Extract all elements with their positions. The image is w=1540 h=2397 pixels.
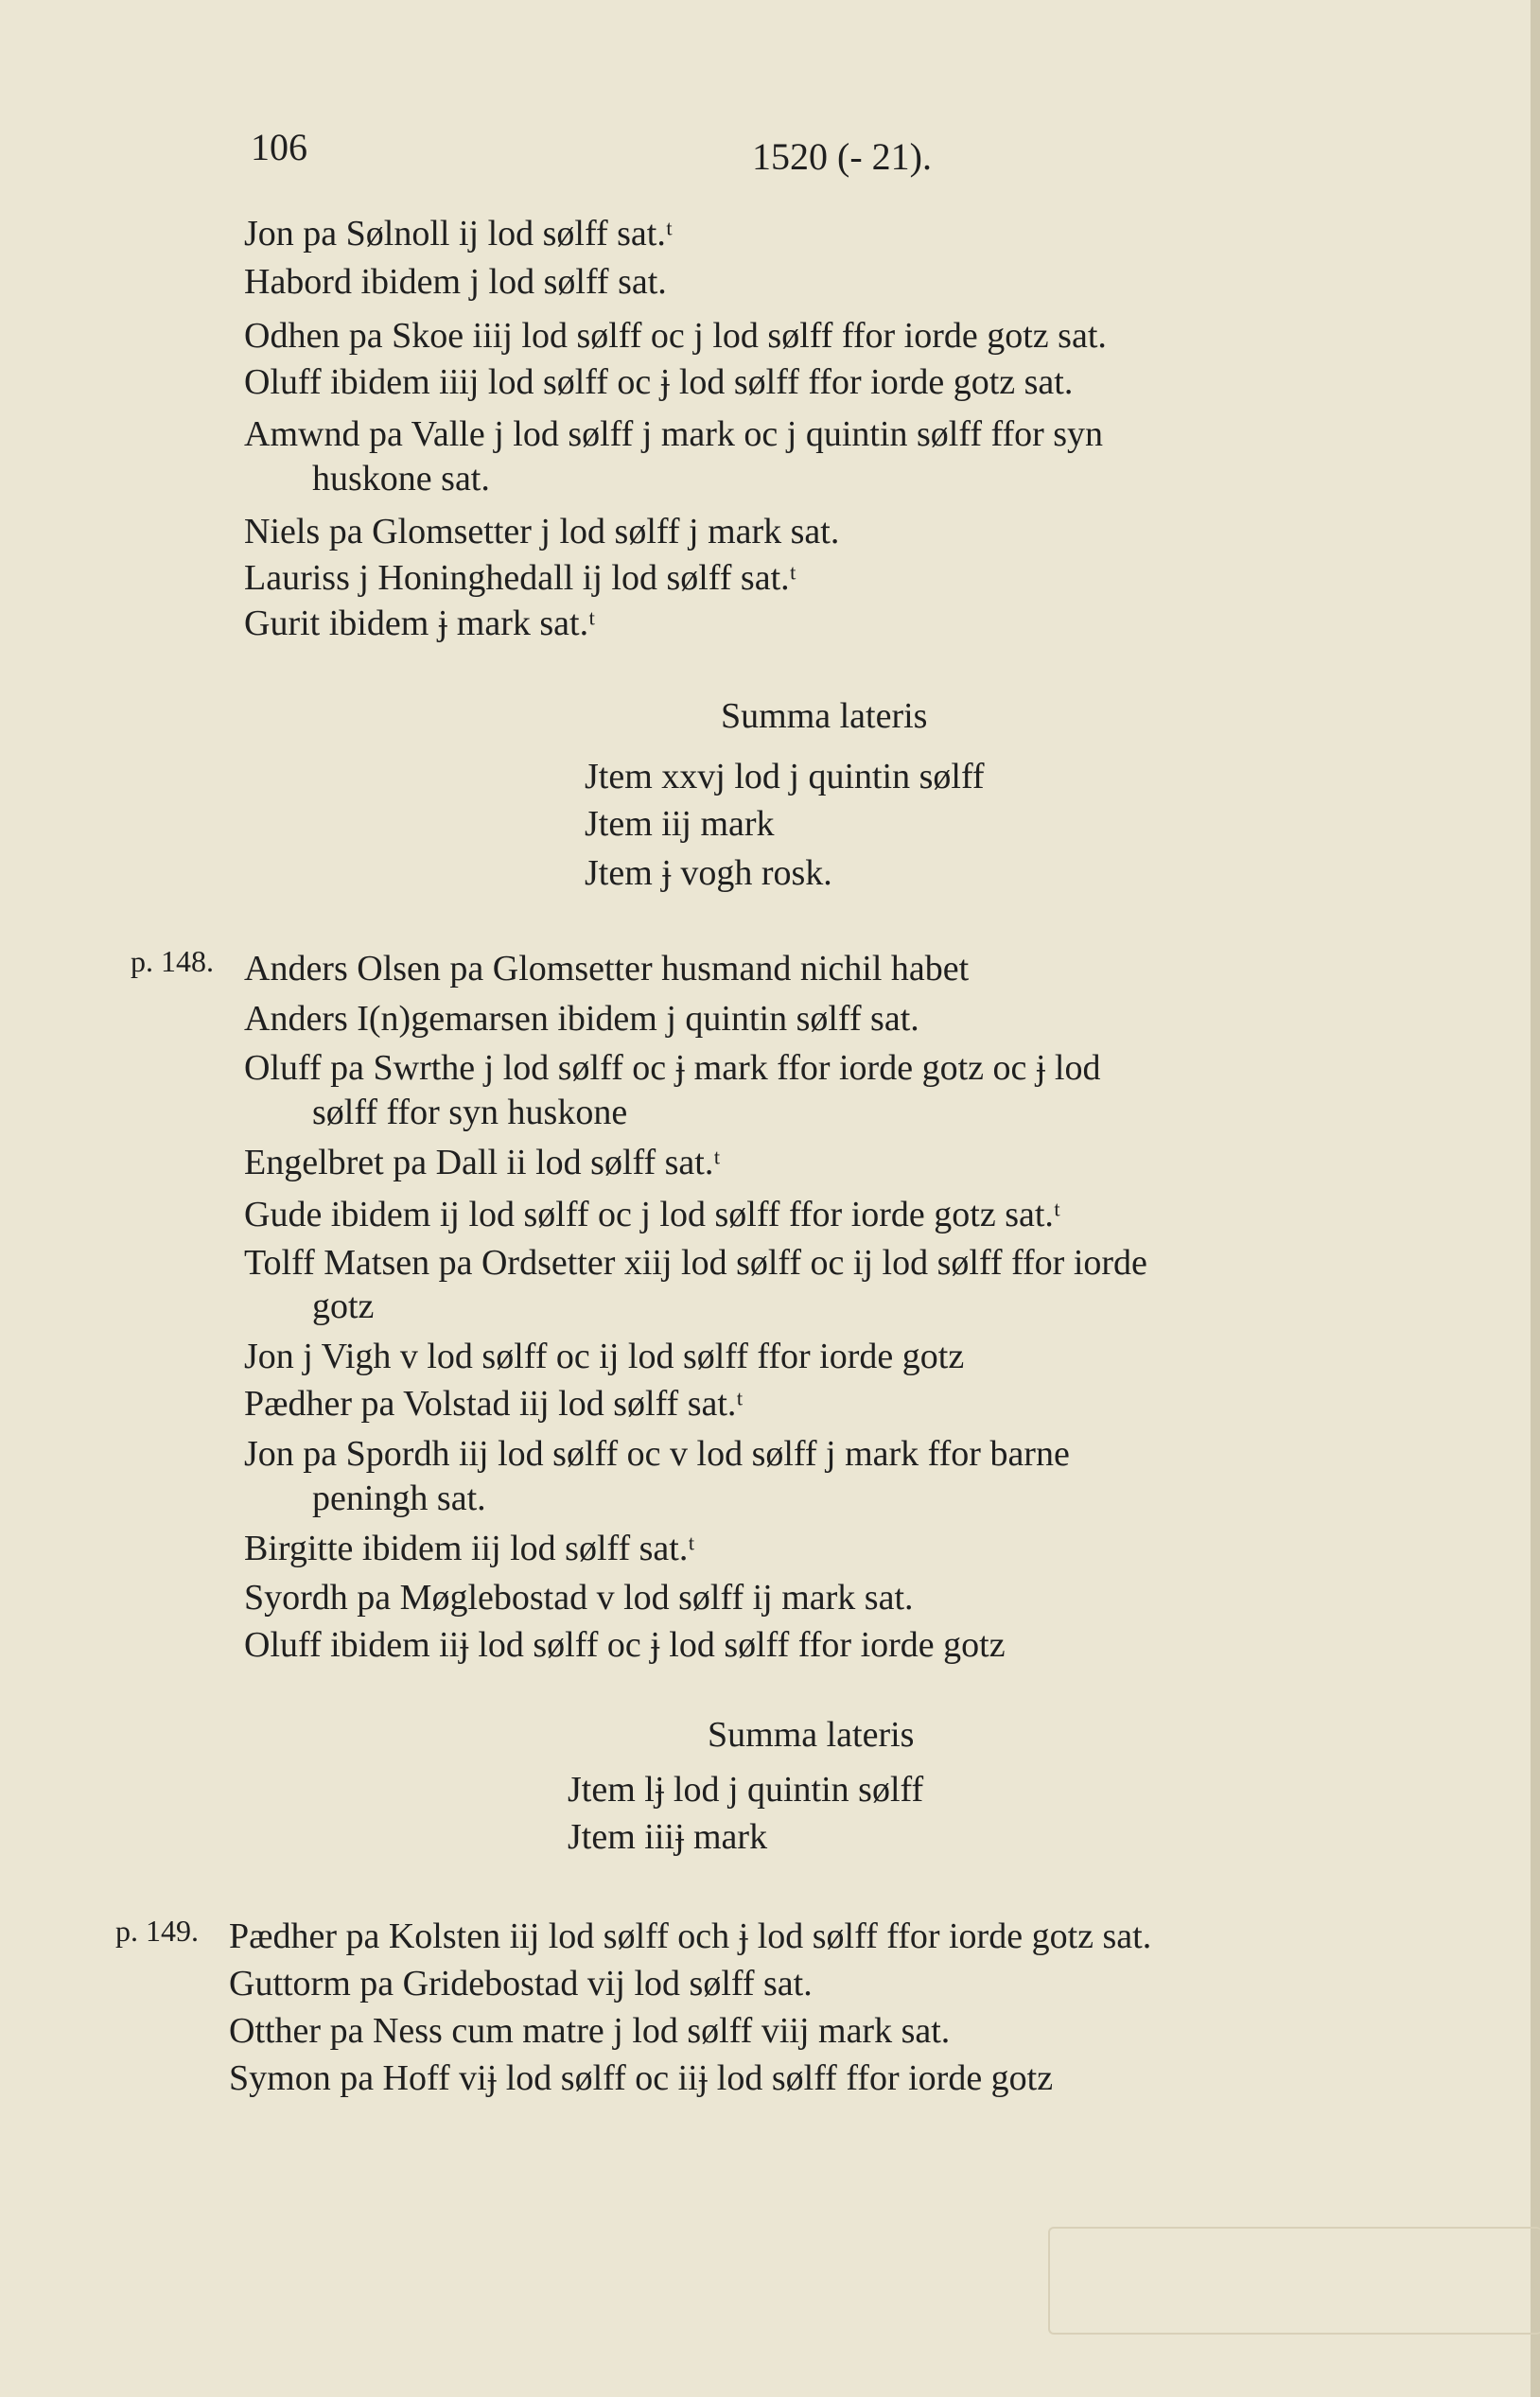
- entry-line: Otther pa Ness cum matre j lod sølff viij mark sat.: [229, 2011, 951, 2051]
- entry-continuation: sølff ffor syn huskone: [312, 1093, 628, 1132]
- entry-line: Oluff ibidem iiɉ lod sølff oc ɉ lod sølff ffor iorde gotz: [244, 1625, 1006, 1665]
- running-head: 1520 (- 21).: [752, 135, 932, 178]
- entry-continuation: huskone sat.: [312, 459, 490, 499]
- summa-item: Jtem xxvj lod j quintin sølff: [585, 757, 985, 796]
- entry-line: Jon pa Sølnoll ij lod sølff sat.ᵗ: [244, 214, 674, 254]
- summa-heading: Summa lateris: [721, 696, 928, 736]
- entry-line: Jon pa Spordh iij lod sølff oc v lod sølff j mark ffor barne: [244, 1434, 1070, 1474]
- entry-line: Oluff pa Swrthe j lod sølff oc ɉ mark ffor iorde gotz oc ɉ lod: [244, 1048, 1101, 1088]
- entry-continuation: peningh sat.: [312, 1478, 486, 1518]
- entry-line: Symon pa Hoff viɉ lod sølff oc iiɉ lod sølff ffor iorde gotz: [229, 2058, 1054, 2098]
- entry-line: Gurit ibidem ɉ mark sat.ᵗ: [244, 604, 596, 643]
- entry-line: Oluff ibidem iiij lod sølff oc ɉ lod sølff ffor iorde gotz sat.: [244, 362, 1074, 402]
- page-edge: [1531, 0, 1540, 2397]
- summa-item: Jtem ɉ vogh rosk.: [585, 853, 832, 893]
- entry-line: Syordh pa Møglebostad v lod sølff ij mark sat.: [244, 1578, 914, 1618]
- entry-line: Odhen pa Skoe iiij lod sølff oc j lod sølff ffor iorde gotz sat.: [244, 316, 1107, 356]
- margin-page-reference: p. 148.: [131, 944, 214, 978]
- margin-page-reference: p. 149.: [115, 1914, 199, 1948]
- entry-line: Gude ibidem ij lod sølff oc j lod sølff ffor iorde gotz sat.ᵗ: [244, 1195, 1061, 1234]
- entry-line: Niels pa Glomsetter j lod sølff j mark sat.: [244, 512, 840, 551]
- entry-line: Lauriss j Honinghedall ij lod sølff sat.ᵗ: [244, 558, 796, 598]
- entry-line: Pædher pa Volstad iij lod sølff sat.ᵗ: [244, 1384, 744, 1424]
- page-stain: [1048, 2227, 1540, 2335]
- entry-continuation: gotz: [312, 1286, 375, 1326]
- entry-line: Anders I(n)gemarsen ibidem j quintin sølff sat.: [244, 999, 919, 1039]
- summa-heading: Summa lateris: [708, 1715, 915, 1755]
- entry-line: Tolff Matsen pa Ordsetter xiij lod sølff oc ij lod sølff ffor iorde: [244, 1243, 1147, 1283]
- entry-line: Anders Olsen pa Glomsetter husmand nichil habet: [244, 949, 970, 989]
- entry-line: Birgitte ibidem iij lod sølff sat.ᵗ: [244, 1529, 695, 1568]
- summa-item: Jtem iij mark: [585, 804, 775, 844]
- entry-line: Pædher pa Kolsten iij lod sølff och ɉ lod sølff ffor iorde gotz sat.: [229, 1916, 1152, 1956]
- entry-line: Habord ibidem j lod sølff sat.: [244, 262, 667, 302]
- page-number: 106: [251, 126, 307, 168]
- entry-line: Amwnd pa Valle j lod sølff j mark oc j quintin sølff ffor syn: [244, 414, 1104, 454]
- entry-line: Engelbret pa Dall ii lod sølff sat.ᵗ: [244, 1143, 721, 1182]
- entry-line: Guttorm pa Gridebostad vij lod sølff sat.: [229, 1964, 813, 2003]
- entry-line: Jon j Vigh v lod sølff oc ij lod sølff ffor iorde gotz: [244, 1337, 965, 1376]
- summa-item: Jtem iiiɉ mark: [568, 1817, 768, 1857]
- summa-item: Jtem lɉ lod j quintin sølff: [568, 1770, 924, 1810]
